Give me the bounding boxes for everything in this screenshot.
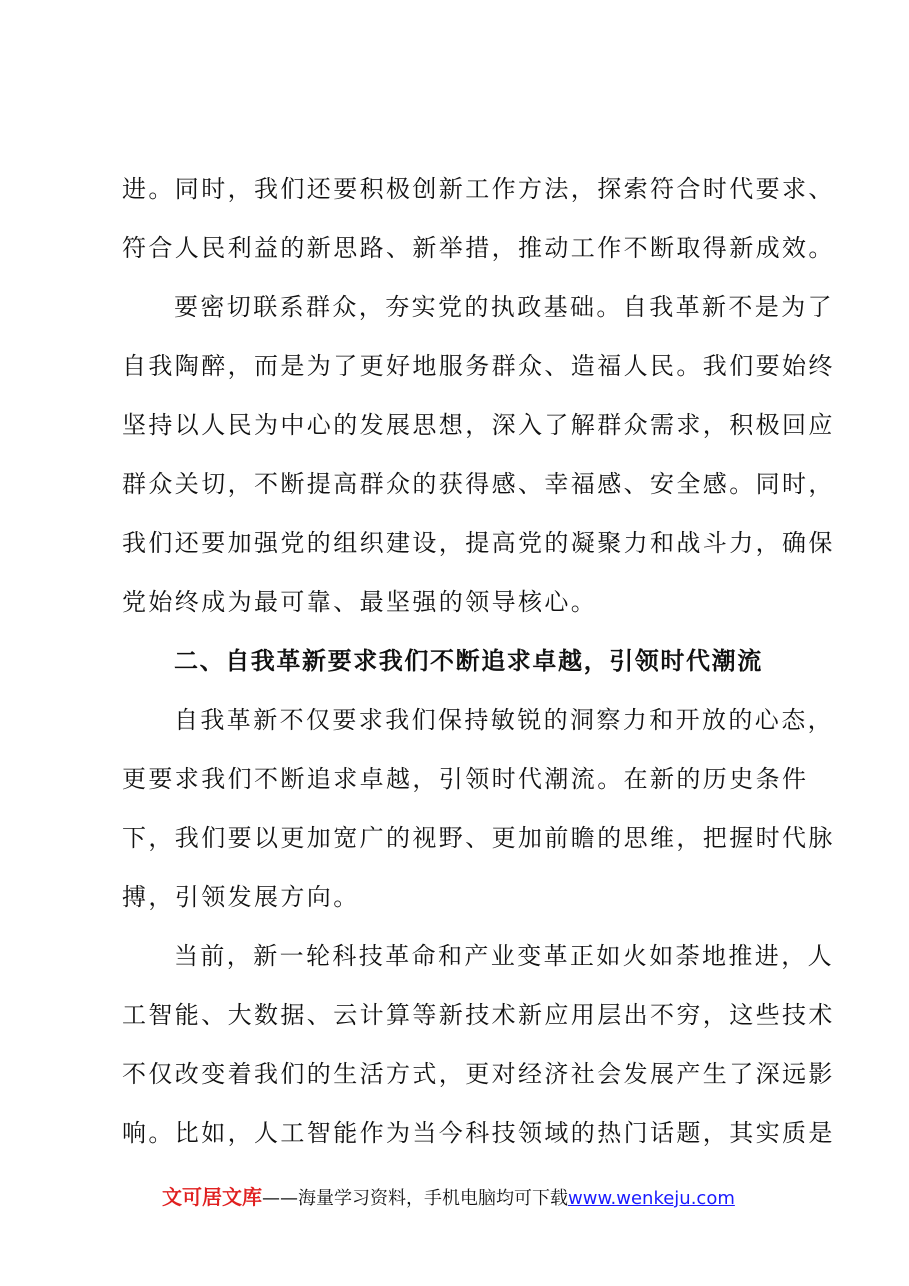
text-line: 响。比如，人工智能作为当今科技领域的热门话题，其实质是 <box>122 1119 835 1147</box>
footer-banner <box>162 1180 782 1214</box>
text-line: 自我革新不仅要求我们保持敏锐的洞察力和开放的心态， <box>174 706 834 734</box>
section-heading: 二、自我革新要求我们不断追求卓越，引领时代潮流 <box>174 647 763 675</box>
text-line: 下，我们要以更加宽广的视野、更加前瞻的思维，把握时代脉 <box>122 824 835 852</box>
document-body <box>122 160 835 1163</box>
text-line: 不仅改变着我们的生活方式，更对经济社会发展产生了深远影 <box>122 1060 835 1088</box>
footer-url-link[interactable]: www.wenkeju.com <box>568 1188 735 1209</box>
text-line: 坚持以人民为中心的发展思想，深入了解群众需求，积极回应 <box>122 411 835 439</box>
text-line: 更要求我们不断追求卓越，引领时代潮流。在新的历史条件 <box>122 765 809 793</box>
text-line: 进。同时，我们还要积极创新工作方法，探索符合时代要求、 <box>122 175 835 203</box>
text-line: 搏，引领发展方向。 <box>122 883 360 911</box>
footer-brand: 文可居文库 <box>162 1185 262 1209</box>
text-line: 自我陶醉，而是为了更好地服务群众、造福人民。我们要始终 <box>122 352 835 380</box>
text-line: 要密切联系群众，夯实党的执政基础。自我革新不是为了 <box>174 293 834 321</box>
text-line: 工智能、大数据、云计算等新技术新应用层出不穷，这些技术 <box>122 1001 835 1029</box>
text-line: 当前，新一轮科技革命和产业变革正如火如荼地推进，人 <box>174 942 834 970</box>
footer-tagline: ——海量学习资料，手机电脑均可下载 <box>262 1188 568 1209</box>
text-line: 群众关切，不断提高群众的获得感、幸福感、安全感。同时， <box>122 470 835 498</box>
text-line: 我们还要加强党的组织建设，提高党的凝聚力和战斗力，确保 <box>122 529 835 557</box>
text-line: 符合人民利益的新思路、新举措，推动工作不断取得新成效。 <box>122 234 835 262</box>
text-line: 党始终成为最可靠、最坚强的领导核心。 <box>122 588 598 616</box>
